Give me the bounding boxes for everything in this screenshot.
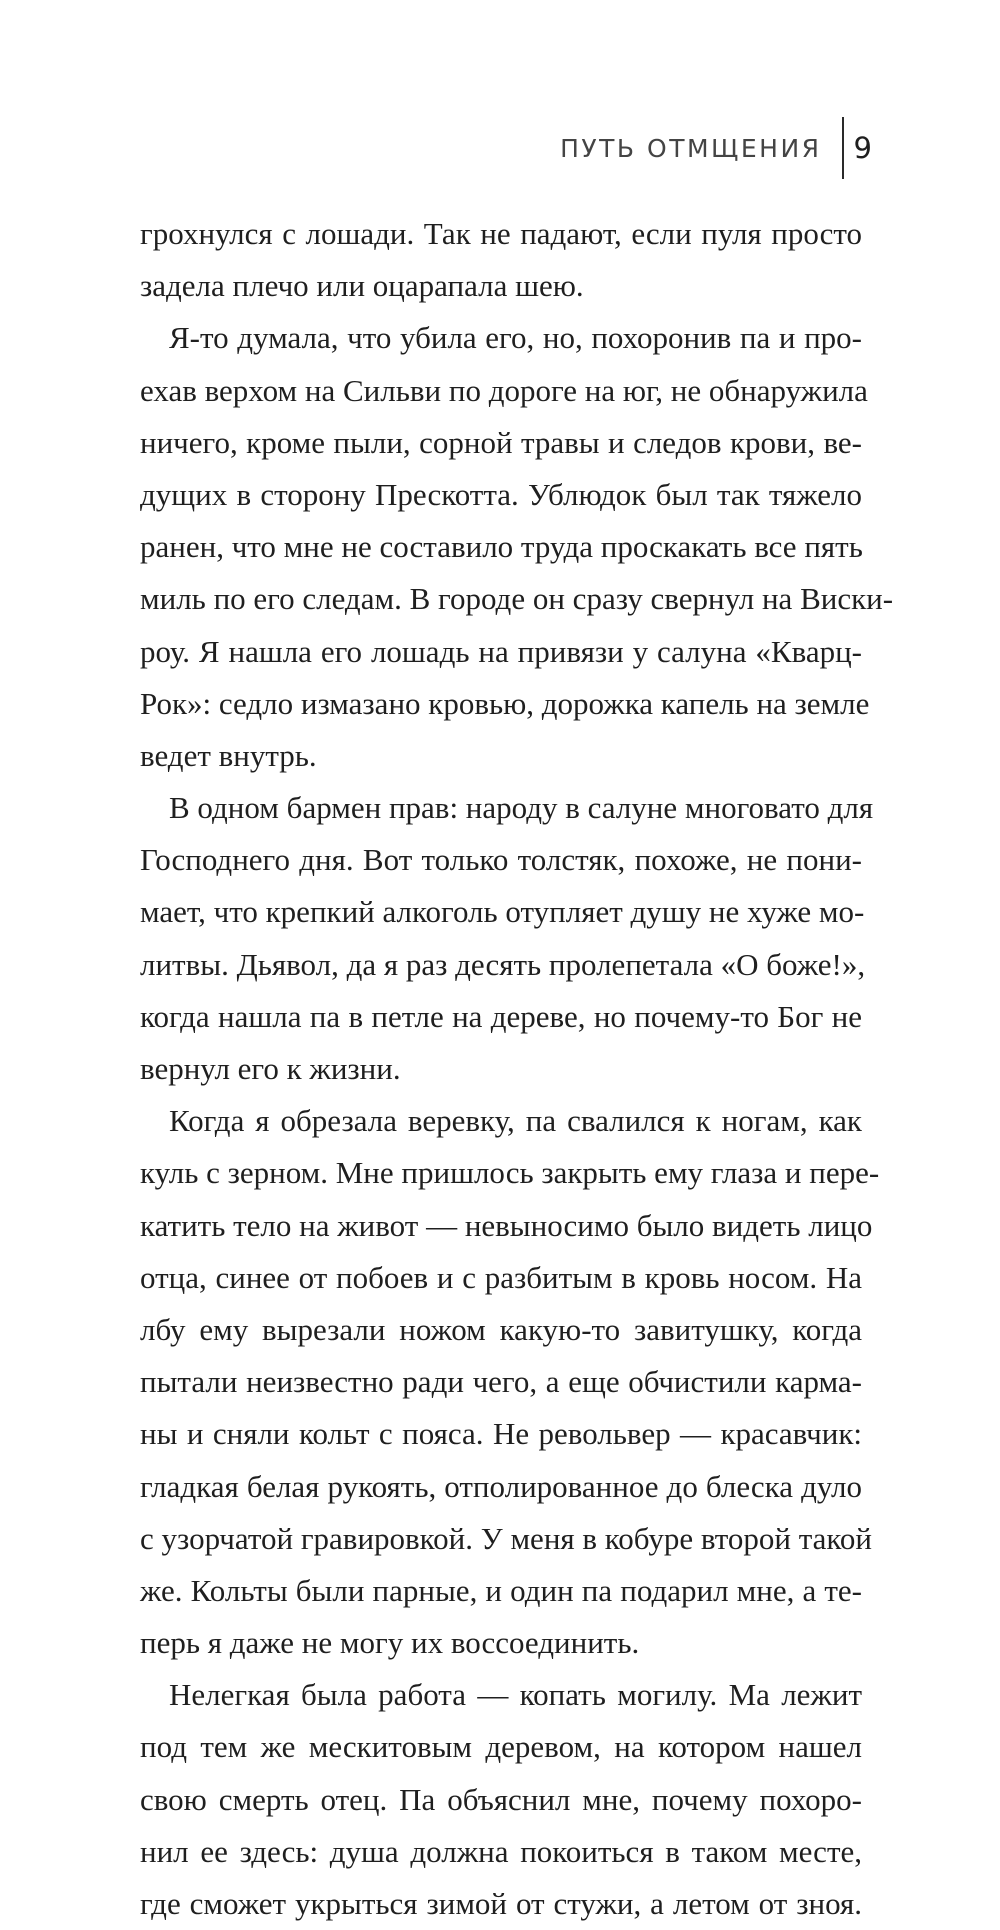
running-header (560, 118, 872, 178)
text-line: пытали неизвестно ради чего, а еще обчистили карма- (140, 1364, 862, 1400)
text-line: Я-то думала, что убила его, но, похоронив па и про- (169, 320, 862, 356)
text-line: ехав верхом на Сильви по дороге на юг, не обнаружила (140, 372, 868, 408)
text-line: Господнего дня. Вот только толстяк, похоже, не пони- (140, 842, 862, 878)
text-line: задела плечо или оцарапала шею. (140, 268, 584, 304)
text-line: гладкая белая рукоять, отполированное до блеска дуло (140, 1468, 862, 1504)
text-line: роу. Я нашла его лошадь на привязи у салуна «Кварц- (140, 633, 862, 669)
text-line: под тем же мескитовым деревом, на котором нашел (140, 1729, 862, 1765)
paragraph (140, 208, 862, 312)
text-line: миль по его следам. В городе он сразу свернул на Виски- (140, 581, 894, 617)
text-line: с узорчатой гравировкой. У меня в кобуре второй такой (140, 1520, 872, 1556)
text-line: ничего, кроме пыли, сорной травы и следов крови, ве- (140, 424, 862, 460)
page-number: 9 (853, 131, 872, 165)
paragraph (140, 782, 874, 1095)
running-title: ПУТЬ ОТМЩЕНИЯ (560, 133, 822, 163)
text-line: мает, что крепкий алкоголь отупляет душу не хуже мо- (140, 894, 865, 930)
text-line: ведет внутрь. (140, 737, 317, 773)
text-line: нил ее здесь: душа должна покоиться в таком месте, (140, 1833, 862, 1869)
header-divider (842, 117, 844, 179)
text-line: где сможет укрыться зимой от стужи, а летом от зноя. (140, 1886, 862, 1921)
text-line: отца, синее от побоев и с разбитым в кровь носом. На (140, 1259, 862, 1295)
text-line: когда нашла па в петле на дереве, но почему-то Бог не (140, 998, 862, 1034)
text-line: же. Кольты были парные, и один па подарил мне, а те- (140, 1572, 862, 1608)
text-line: куль с зерном. Мне пришлось закрыть ему глаза и пере- (140, 1155, 880, 1191)
text-line: дущих в сторону Прескотта. Ублюдок был так тяжело (140, 476, 862, 512)
text-line: свою смерть отец. Па объяснил мне, почему похоро- (140, 1781, 862, 1817)
text-line: Рок»: седло измазано кровью, дорожка капель на земле (140, 685, 870, 721)
text-line: катить тело на живот — невыносимо было видеть лицо (140, 1207, 873, 1243)
body-text (140, 208, 894, 1930)
text-line: лбу ему вырезали ножом какую-то завитушку, когда (140, 1311, 862, 1347)
text-line: литвы. Дьявол, да я раз десять пролепетала «О боже!», (140, 946, 866, 982)
text-line: грохнулся с лошади. Так не падают, если пуля просто (140, 216, 862, 251)
paragraph (140, 1669, 862, 1930)
text-line: В одном бармен прав: народу в салуне многовато для (169, 790, 874, 826)
text-line: Когда я обрезала веревку, па свалился к ногам, как (169, 1103, 862, 1139)
text-line: перь я даже не могу их воссоединить. (140, 1625, 640, 1661)
paragraph (140, 312, 894, 782)
text-line: вернул его к жизни. (140, 1051, 401, 1086)
text-line: ны и сняли кольт с пояса. Не револьвер — красавчик: (140, 1416, 862, 1452)
text-line: Нелегкая была работа — копать могилу. Ма лежит (169, 1677, 862, 1713)
paragraph (140, 1095, 880, 1669)
text-line: ранен, что мне не составило труда проскакать все пять (140, 529, 863, 565)
